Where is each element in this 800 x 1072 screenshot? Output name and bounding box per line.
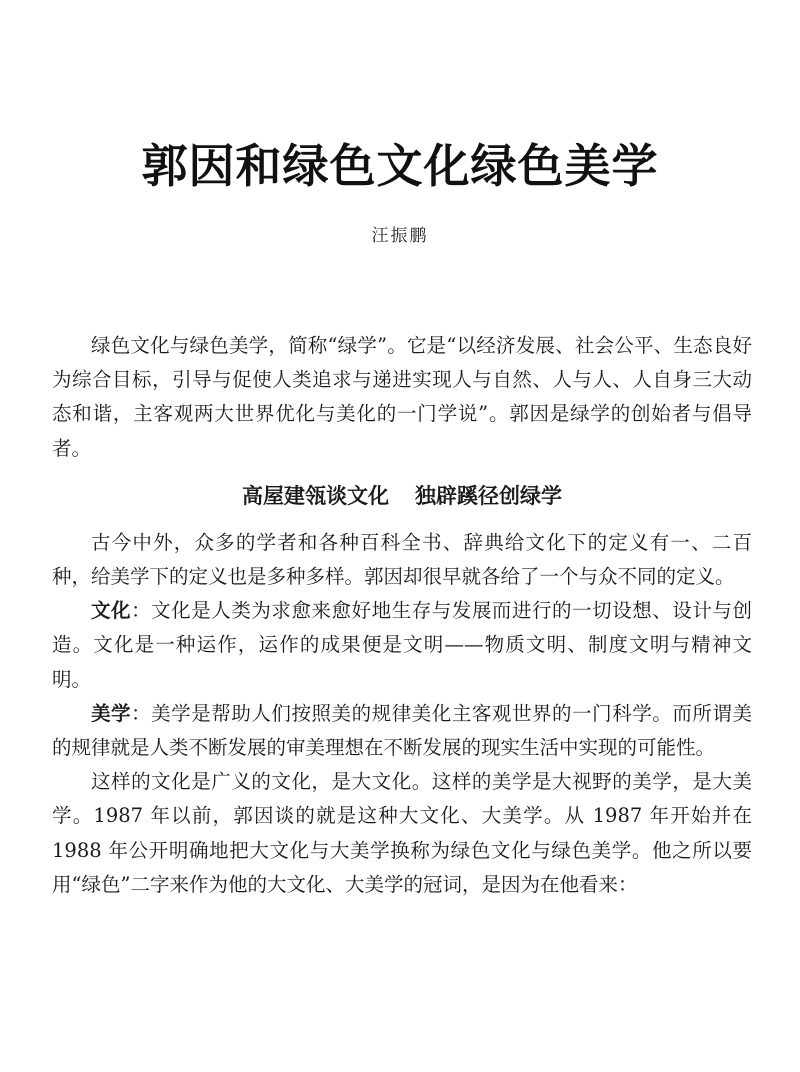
article-author: 汪振鹏: [371, 226, 429, 246]
intro-paragraph: 绿色文化与绿色美学，简称“绿学”。它是“以经济发展、社会公平、生态良好为综合目标，引导与促使人类追求与递进实现人与自然、人与人、人自身三大动态和谐，主客观两大世界优化与美化的一门学说”。郭因是绿学的创始者与倡导者。: [52, 334, 752, 460]
aesthetics-definition-paragraph: [52, 697, 752, 765]
section-heading-part1: 高屋建瓴谈文化: [242, 482, 389, 508]
section-heading-part2: 独辟蹊径创绿学: [415, 482, 562, 508]
aesthetics-term: 美学: [91, 701, 132, 725]
article-title: 郭因和绿色文化绿色美学: [141, 139, 659, 193]
aesthetics-definition-text: ：美学是帮助人们按照美的规律美化主客观世界的一门科学。而所谓美的规律就是人类不断发展的审美理想在不断发展的现实生活中实现的可能性。: [52, 701, 752, 760]
culture-term: 文化: [91, 599, 132, 623]
definitions-paragraph: 古今中外，众多的学者和各种百科全书、辞典给文化下的定义有一、二百种，给美学下的定义也是多种多样。郭因却很早就各给了一个与众不同的定义。: [52, 530, 752, 589]
section-heading: [52, 479, 752, 513]
culture-definition-text: ：文化是人类为求愈来愈好地生存与发展而进行的一切设想、设计与创造。文化是一种运作，运作的成果便是文明——物质文明、制度文明与精神文明。: [52, 599, 752, 691]
green-culture-paragraph: 这样的文化是广义的文化，是大文化。这样的美学是大视野的美学，是大美学。1987 年以前，郭因谈的就是这种大文化、大美学。从 1987 年开始并在 1988 年公开明确地把大文化与大美学换称为绿色文化与绿色美学。他之所以要用“绿色”二字来作为他的大文化、大美学的冠词，是因为在他看来：: [52, 770, 752, 896]
article-body: [52, 329, 752, 902]
culture-definition-paragraph: [52, 594, 752, 697]
